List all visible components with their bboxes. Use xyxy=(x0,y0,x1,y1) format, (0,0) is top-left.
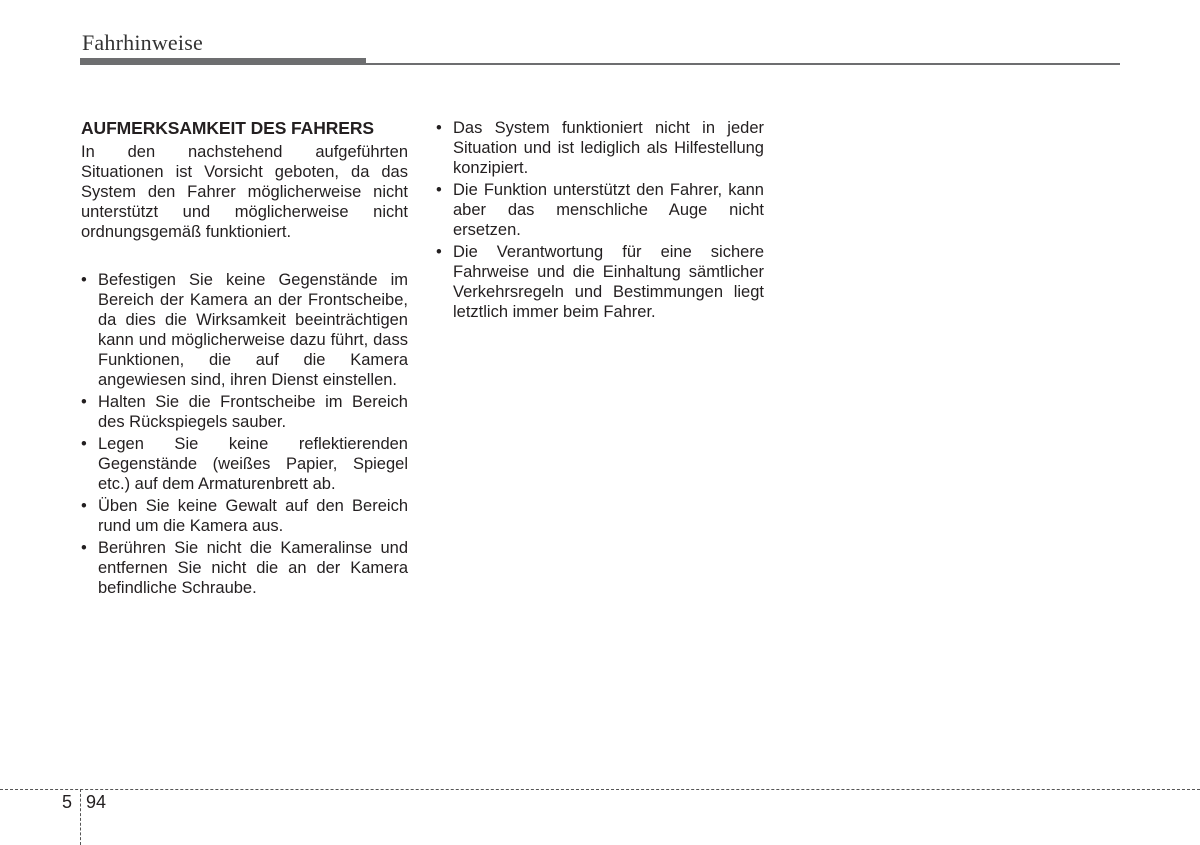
bullet-icon: • xyxy=(81,271,87,289)
footer-divider xyxy=(0,789,1200,790)
page-number: 94 xyxy=(86,792,107,812)
right-bullet-list xyxy=(436,118,764,322)
bullet-icon: • xyxy=(436,181,442,199)
footer-vertical-divider xyxy=(80,789,81,845)
list-item-text: Das System funktioniert nicht in jeder Situation und ist lediglich als Hilfestellung konzipiert. xyxy=(453,119,764,177)
list-item-text: Legen Sie keine reflektierenden Gegenstände (weißes Papier, Spiegel etc.) auf dem Armaturenbrett ab. xyxy=(98,435,408,493)
chapter-number: 5 xyxy=(62,792,73,812)
left-column xyxy=(81,118,408,600)
bullet-icon: • xyxy=(436,119,442,137)
bullet-icon: • xyxy=(81,497,87,515)
right-column xyxy=(436,118,764,324)
list-item xyxy=(436,118,764,178)
bullet-icon: • xyxy=(436,243,442,261)
list-item-text: Berühren Sie nicht die Kameralinse und entfernen Sie nicht die an der Kamera befindliche Schraube. xyxy=(98,539,408,597)
list-item xyxy=(81,270,408,390)
list-item-text: Befestigen Sie keine Gegenstände im Bereich der Kamera an der Frontscheibe, da dies die Wirksamkeit beeinträchtigen kann und möglicherweise dazu führt, dass Funktionen, die auf die Kamera angewiesen sind, ihren Dienst einstellen. xyxy=(98,271,408,389)
list-item xyxy=(81,392,408,432)
list-item-text: Halten Sie die Frontscheibe im Bereich des Rückspiegels sauber. xyxy=(98,393,408,431)
list-item-text: Üben Sie keine Gewalt auf den Bereich rund um die Kamera aus. xyxy=(98,497,408,535)
list-item xyxy=(81,538,408,598)
header-rule-thin xyxy=(366,63,1120,65)
bullet-icon: • xyxy=(81,435,87,453)
header-rule-thick xyxy=(80,58,366,65)
left-bullet-list xyxy=(81,270,408,598)
intro-paragraph: In den nachstehend aufgeführten Situationen ist Vorsicht geboten, da das System den Fahrer möglicherweise nicht unterstützt und möglicherweise nicht ordnungsgemäß funktioniert. xyxy=(81,143,408,241)
list-item-text: Die Verantwortung für eine sichere Fahrweise und die Einhaltung sämtlicher Verkehrsregeln und Bestimmungen liegt letztlich immer beim Fahrer. xyxy=(453,243,764,321)
list-item xyxy=(81,496,408,536)
list-item xyxy=(436,242,764,322)
bullet-icon: • xyxy=(81,539,87,557)
list-item-text: Die Funktion unterstützt den Fahrer, kann aber das menschliche Auge nicht ersetzen. xyxy=(453,181,764,239)
section-heading: AUFMERKSAMKEIT DES FAHRERS xyxy=(81,118,374,138)
list-item xyxy=(81,434,408,494)
bullet-icon: • xyxy=(81,393,87,411)
page-header-title: Fahrhinweise xyxy=(82,30,203,55)
list-item xyxy=(436,180,764,240)
